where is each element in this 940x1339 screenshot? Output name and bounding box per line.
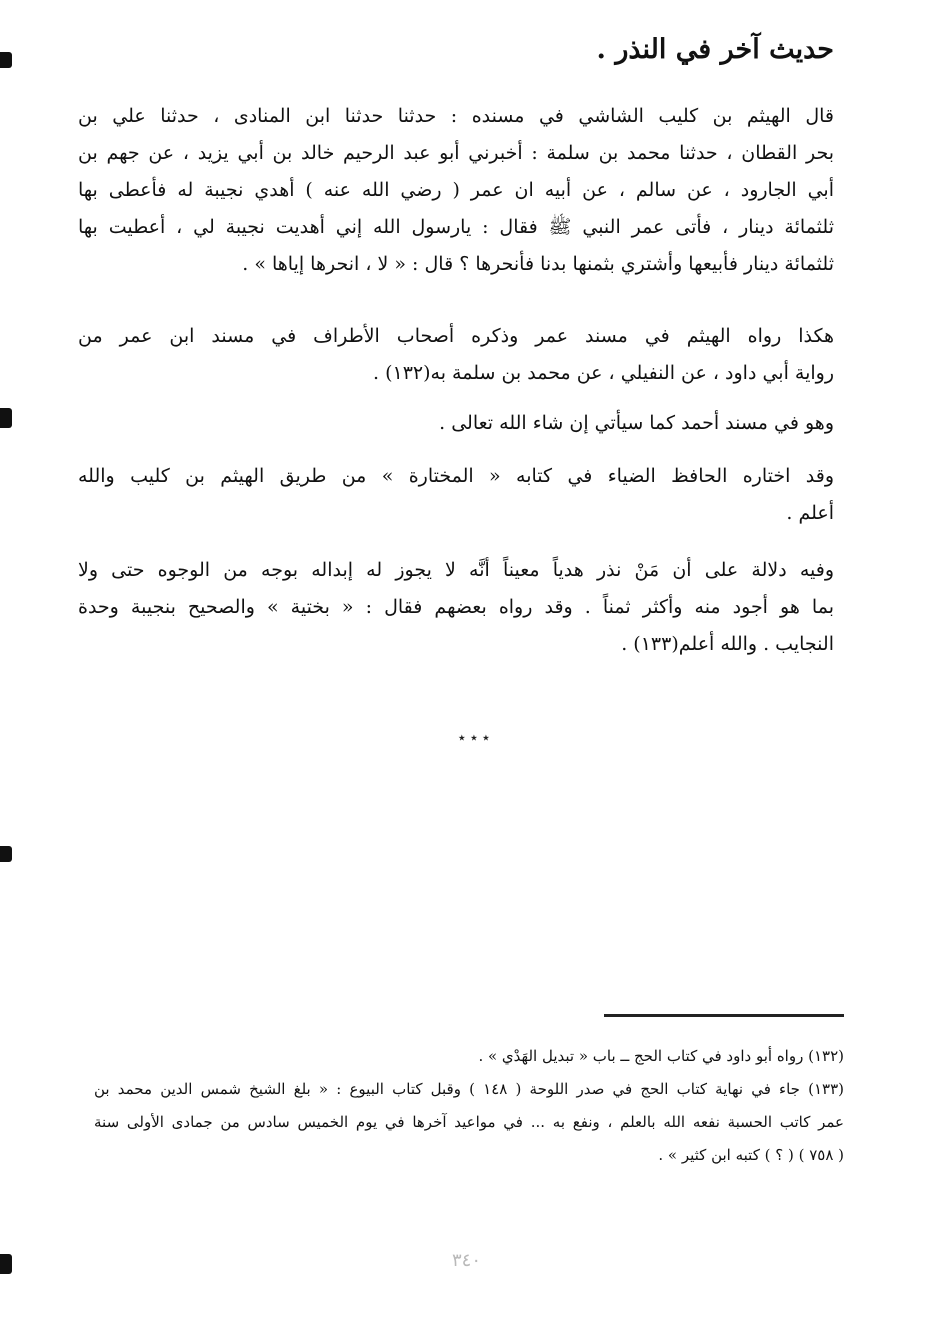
text-line: هكذا رواه الهيثم في مسند عمر وذكره أصحاب الأطراف في مسند ابن عمر من xyxy=(78,325,834,347)
section-title: حديث آخر في النذر . xyxy=(596,34,834,65)
text-line: رواية أبي داود ، عن النفيلي ، عن محمد بن سلمة به(١٣٢) . xyxy=(373,362,834,384)
text-line: أبي الجارود ، عن سالم ، عن أبيه ان عمر ( رضي الله عنه ) أهدي نجيبة له فأعطى بها xyxy=(78,179,834,201)
text-line: وهو في مسند أحمد كما سيأتي إن شاء الله تعالى . xyxy=(439,412,834,434)
page-number: ٣٤٠ xyxy=(452,1250,482,1271)
paragraph-narration xyxy=(78,318,834,392)
footnote-133-line: (١٣٣) جاء في نهاية كتاب الحج في صدر اللوحة ( ١٤٨ ) وقبل كتاب البيوع : « بلغ الشيخ شمس الدين محمد بن xyxy=(94,1080,844,1098)
section-separator: ٭ ٭ ٭ xyxy=(458,730,490,746)
paragraph-hadith xyxy=(78,98,834,283)
text-line: وقد اختاره الحافظ الضياء في كتابه « المختارة » من طريق الهيثم بن كليب والله xyxy=(78,465,834,487)
text-line: قال الهيثم بن كليب الشاشي في مسنده : حدثنا حدثنا ابن المنادى ، حدثنا علي بن xyxy=(78,105,834,127)
scan-edge-mark xyxy=(0,52,12,68)
text-line: بحر القطان ، حدثنا محمد بن سلمة : أخبرني أبو عبد الرحيم خالد بن أبي يزيد ، عن جهم بن xyxy=(78,142,834,164)
text-line: بما هو أجود منه وأكثر ثمناً . وقد رواه بعضهم فقال : « بختية » والصحيح بنجيبة وحدة xyxy=(78,596,834,618)
text-line: وفيه دلالة على أن مَنْ نذر هدياً معيناً أنَّه لا يجوز له إبداله بوجه من الوجوه حتى ولا xyxy=(78,559,834,581)
paragraph-musnad-ahmad xyxy=(78,405,834,442)
footnote-132: (١٣٢) رواه أبو داود في كتاب الحج ــ باب « تبديل الهَدْي » . xyxy=(478,1047,844,1065)
footnote-133-line: ( ٧٥٨ ) ( ؟ ) كتبه ابن كثير » . xyxy=(658,1146,844,1164)
paragraph-ruling xyxy=(78,552,834,663)
text-line: ثلثمائة دينار ، فأتى عمر النبي ﷺ فقال : يارسول الله إني أهديت نجيبة لي ، أعطيت بها xyxy=(78,216,834,238)
scan-edge-mark xyxy=(0,1254,12,1274)
paragraph-mukhtara xyxy=(78,458,834,532)
scan-edge-mark xyxy=(0,846,12,862)
footnotes xyxy=(94,1040,844,1172)
text-line: ثلثمائة دينار فأبيعها وأشتري بثمنها بدنا فأنحرها ؟ قال : « لا ، انحرها إياها » . xyxy=(242,253,834,275)
text-line: أعلم . xyxy=(786,502,834,524)
text-line: النجايب . والله أعلم(١٣٣) . xyxy=(621,633,834,655)
scan-edge-mark xyxy=(0,408,12,428)
footnote-rule xyxy=(604,1014,844,1017)
footnote-133-line: عمر كاتب الحسبة نفعه الله بالعلم ، ونفع به ... في مواعيد آخرها في يوم الخميس سادس من جمادى الأولى سنة xyxy=(94,1113,844,1131)
